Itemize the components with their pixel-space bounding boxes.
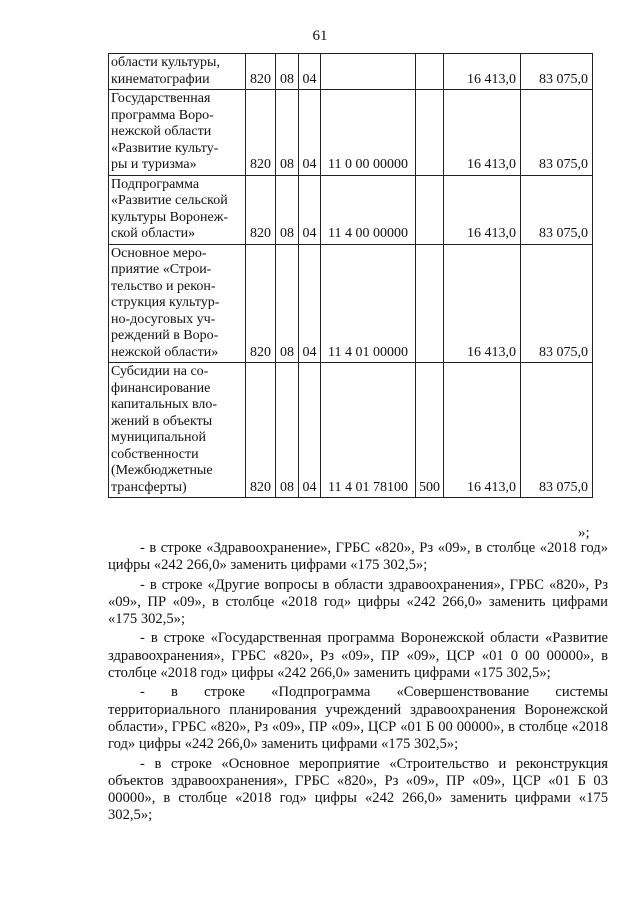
rz-cell: 08	[276, 54, 299, 90]
pr-cell: 04	[299, 175, 321, 244]
row-name-line: Подпрограмма	[111, 176, 200, 192]
table-row	[109, 244, 593, 363]
vr-cell	[416, 175, 444, 244]
row-name-line: приятие «Строи-	[111, 262, 212, 277]
amendment-paragraph: - в строке «Подпрограмма «Совершенствование системы территориального планирования учреждений здравоохранения Воронежской области», ГРБС «820», Рз «09», ПР «09», ЦСР «01 Б 00 00000», в столбце «2018 год» цифры «242 266,0» заменить цифрами «175 302,5»;	[108, 684, 608, 753]
row-name-line: реждений в Воро-	[111, 328, 219, 343]
row-name-line: нежской области»	[111, 344, 219, 360]
budget-table-body	[109, 54, 593, 498]
row-name-line: собственности	[111, 446, 199, 462]
vr-cell	[416, 90, 444, 176]
csr-cell: 11 4 01 00000	[321, 244, 416, 363]
closing-quote: »;	[578, 525, 590, 541]
row-name-line: «Развитие сельской	[111, 193, 228, 208]
amendment-paragraph: - в строке «Основное мероприятие «Строительство и реконструкция объектов здравоохранения», ГРБС «820», Рз «09», ПР «09», ЦСР «01 Б 03 00000», в столбце «2018 год» цифры «242 266,0» заменить цифрами «175 302,5»;	[108, 755, 608, 824]
amendment-paragraph: - в строке «Здравоохранение», ГРБС «820», Рз «09», в столбце «2018 год» цифры «242 266,0» заменить цифрами «175 302,5»;	[108, 540, 608, 574]
sum-2018-cell: 83 075,0	[521, 54, 593, 90]
rz-cell: 08	[276, 90, 299, 176]
row-name-cell	[109, 244, 246, 363]
sum-cell: 16 413,0	[444, 175, 521, 244]
csr-cell: 11 4 01 78100	[321, 363, 416, 498]
row-name-line: финансирование	[111, 380, 211, 396]
grbs-cell: 820	[246, 363, 276, 498]
grbs-cell: 820	[246, 244, 276, 363]
sum-cell: 16 413,0	[444, 363, 521, 498]
grbs-cell: 820	[246, 90, 276, 176]
row-name-line: (Межбюджетные	[111, 463, 213, 478]
row-name-line: но-досуговых уч-	[111, 311, 216, 327]
grbs-cell: 820	[246, 175, 276, 244]
vr-cell	[416, 244, 444, 363]
row-name-line: культуры Воронеж-	[111, 209, 229, 225]
sum-2018-cell: 83 075,0	[521, 90, 593, 176]
table-row	[109, 363, 593, 498]
row-name-line: струкция культур-	[111, 295, 220, 310]
table-row	[109, 175, 593, 244]
row-name-line: ры и туризма»	[111, 157, 197, 172]
pr-cell: 04	[299, 54, 321, 90]
csr-cell: 11 4 00 00000	[321, 175, 416, 244]
row-name-line: области культуры,	[111, 55, 220, 70]
row-name-line: ской области»	[111, 226, 196, 241]
row-name-line: тельство и рекон-	[111, 278, 216, 294]
sum-2018-cell: 83 075,0	[521, 244, 593, 363]
csr-cell: 11 0 00 00000	[321, 90, 416, 176]
sum-2018-cell: 83 075,0	[521, 175, 593, 244]
vr-cell: 500	[416, 363, 444, 498]
row-name-line: нежской области	[111, 124, 212, 139]
rz-cell: 08	[276, 244, 299, 363]
pr-cell: 04	[299, 363, 321, 498]
amendment-paragraph: - в строке «Другие вопросы в области здравоохранения», ГРБС «820», Рз «09», ПР «09», в столбце «2018 год» цифры «242 266,0» заменить цифрами «175 302,5»;	[108, 576, 608, 628]
rz-cell: 08	[276, 363, 299, 498]
sum-2018-cell: 83 075,0	[521, 363, 593, 498]
sum-cell: 16 413,0	[444, 90, 521, 176]
row-name-cell	[109, 90, 246, 176]
row-name-line: муниципальной	[111, 430, 207, 445]
pr-cell: 04	[299, 90, 321, 176]
row-name-line: капитальных вло-	[111, 397, 218, 412]
row-name-cell	[109, 175, 246, 244]
row-name-line: кинематографии	[111, 71, 210, 87]
amendment-text	[108, 540, 608, 827]
pr-cell: 04	[299, 244, 321, 363]
amendment-paragraph: - в строке «Государственная программа Воронежской области «Развитие здравоохранения», ГРБС «820», Рз «09», ПР «09», ЦСР «01 0 00 00000», в столбце «2018 год» цифры «242 266,0» заменить цифрами «175 302,5»;	[108, 630, 608, 682]
table-row	[109, 54, 593, 90]
row-name-cell	[109, 54, 246, 90]
row-name-line: Основное меро-	[111, 245, 207, 261]
budget-table	[108, 53, 593, 498]
row-name-line: трансферты)	[111, 479, 187, 495]
row-name-line: Субсидии на со-	[111, 364, 209, 379]
sum-cell: 16 413,0	[444, 244, 521, 363]
row-name-line: «Развитие культу-	[111, 140, 219, 156]
row-name-line: жений в объекты	[111, 413, 213, 429]
table-row	[109, 90, 593, 176]
row-name-line: программа Воро-	[111, 107, 214, 123]
grbs-cell: 820	[246, 54, 276, 90]
row-name-cell	[109, 363, 246, 498]
vr-cell	[416, 54, 444, 90]
page-number: 61	[312, 28, 328, 44]
csr-cell	[321, 54, 416, 90]
rz-cell: 08	[276, 175, 299, 244]
row-name-line: Государственная	[111, 91, 211, 106]
sum-cell: 16 413,0	[444, 54, 521, 90]
